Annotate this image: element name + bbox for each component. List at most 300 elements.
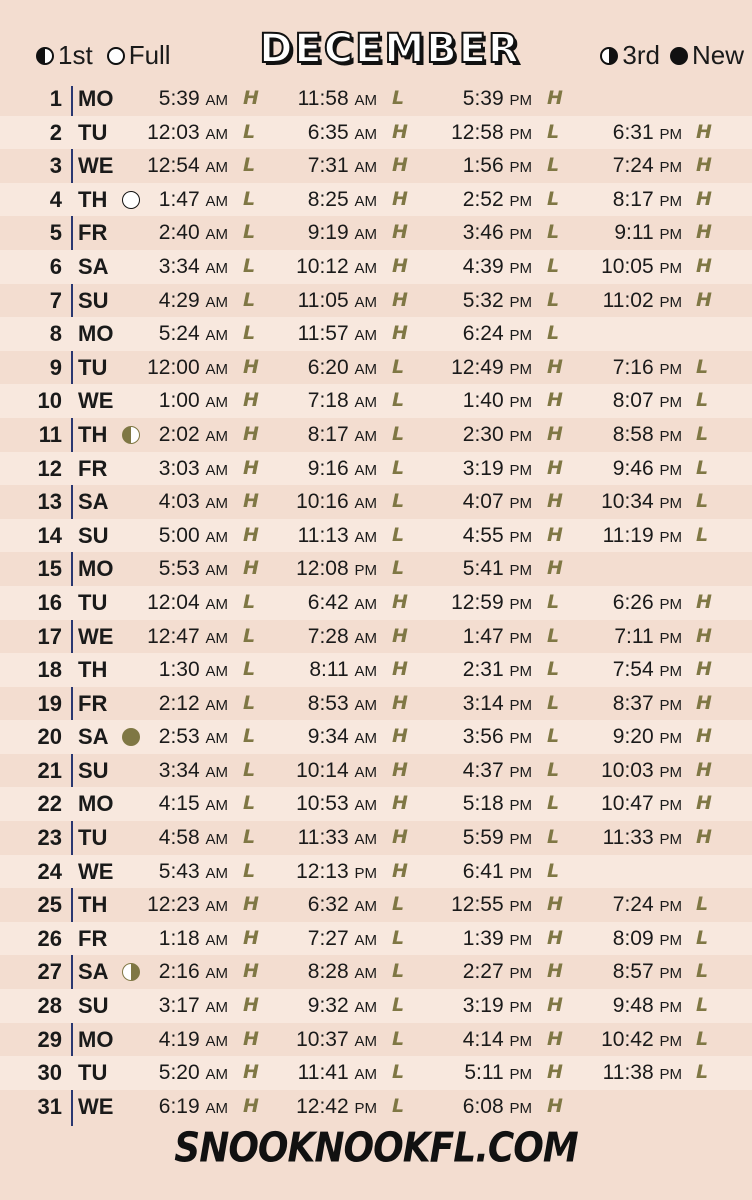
tide-type: H — [243, 1027, 259, 1050]
tide-time — [463, 855, 532, 891]
tide-time — [298, 1056, 377, 1092]
tide-time-meridiem: PM — [659, 293, 682, 311]
tide-time-value: 11:33 — [602, 826, 654, 850]
tide-type: L — [243, 288, 256, 311]
tide-time-value: 12:54 — [147, 154, 200, 178]
tide-time-value: 7:27 — [307, 926, 349, 950]
day-of-week: TU — [78, 589, 108, 615]
tide-type: L — [243, 725, 256, 748]
tide-time-meridiem: AM — [354, 730, 377, 748]
tide-type: L — [392, 456, 405, 479]
tide-time-value: 7:24 — [612, 154, 654, 178]
tide-type: H — [243, 490, 259, 513]
tide-time — [308, 687, 377, 723]
tide-type: H — [243, 893, 259, 916]
tide-type: L — [696, 422, 709, 445]
tide-time — [308, 922, 377, 958]
tide-time-meridiem: AM — [354, 293, 377, 311]
tide-time — [298, 82, 377, 118]
tide-time — [463, 485, 532, 521]
tide-type: L — [392, 87, 405, 109]
tide-type: L — [392, 1061, 405, 1084]
tide-time-meridiem: AM — [354, 226, 377, 244]
table-row — [0, 418, 752, 452]
day-of-week: SA — [78, 959, 109, 985]
tide-time-meridiem: AM — [205, 797, 228, 815]
tide-time — [159, 821, 228, 857]
tide-time-value: 6:42 — [307, 590, 349, 614]
tide-time-value: 5:00 — [158, 523, 200, 547]
tide-type: H — [392, 792, 408, 815]
tide-time — [451, 116, 532, 152]
tide-time-meridiem: AM — [205, 192, 228, 210]
tide-type: H — [243, 523, 259, 546]
tide-time — [463, 687, 532, 723]
tide-time-value: 10:05 — [601, 254, 654, 278]
tide-time — [298, 519, 377, 555]
tide-time-meridiem: PM — [659, 226, 682, 244]
day-number: 19 — [37, 690, 62, 716]
day-number: 1 — [49, 86, 62, 111]
tide-time-value: 2:27 — [462, 960, 504, 984]
tide-time-value: 1:56 — [462, 154, 504, 178]
tide-time-meridiem: PM — [659, 797, 682, 815]
tide-time-meridiem: AM — [205, 528, 228, 546]
tide-type: L — [547, 826, 560, 849]
tide-time-value: 1:47 — [158, 187, 200, 211]
tide-time — [159, 855, 228, 891]
day-number: 27 — [37, 959, 62, 985]
tide-time — [159, 720, 228, 756]
tide-time-meridiem: AM — [205, 259, 228, 277]
tide-time-meridiem: PM — [659, 931, 682, 949]
tide-time — [308, 452, 377, 488]
tide-time — [308, 989, 377, 1025]
table-row — [0, 82, 752, 116]
tide-time-meridiem: AM — [205, 629, 228, 647]
tide-type: L — [696, 355, 709, 378]
tide-time-meridiem: PM — [509, 629, 532, 647]
tide-time — [298, 284, 377, 320]
tide-time — [463, 754, 532, 790]
tide-type: H — [696, 221, 712, 244]
table-row — [0, 1023, 752, 1057]
third-quarter-moon-icon — [600, 47, 618, 65]
tide-time-meridiem: AM — [205, 159, 228, 177]
tide-time-value: 11:33 — [297, 826, 349, 850]
tide-time-meridiem: PM — [659, 629, 682, 647]
tide-time-value: 12:23 — [147, 893, 200, 917]
tide-time — [463, 384, 532, 420]
tide-time-meridiem: AM — [205, 92, 228, 109]
tide-time-value: 3:19 — [462, 456, 504, 480]
tide-time-value: 4:14 — [462, 1027, 504, 1051]
tide-time-meridiem: AM — [205, 125, 228, 143]
tide-type: L — [392, 1027, 405, 1050]
tide-type: L — [243, 590, 256, 613]
tide-type: H — [696, 691, 712, 714]
tide-time-value: 8:07 — [612, 389, 654, 413]
table-row — [0, 922, 752, 956]
tide-type: H — [392, 590, 408, 613]
table-row — [0, 955, 752, 989]
tide-time-value: 12:49 — [451, 355, 504, 379]
tide-time-meridiem: PM — [509, 360, 532, 378]
tide-time-value: 9:32 — [307, 994, 349, 1018]
tide-time-meridiem: AM — [205, 394, 228, 412]
tide-table — [0, 82, 752, 1123]
tide-time-value: 4:29 — [158, 288, 200, 312]
new-moon-icon — [122, 728, 140, 746]
tide-time-meridiem: PM — [509, 730, 532, 748]
tide-time — [463, 1023, 532, 1059]
tide-type: H — [547, 960, 563, 983]
tide-time — [159, 82, 228, 118]
tide-time-meridiem: PM — [509, 831, 532, 849]
legend-label: 3rd — [622, 40, 660, 70]
tide-time-meridiem: AM — [205, 1099, 228, 1117]
table-row — [0, 284, 752, 318]
tide-time — [159, 552, 228, 588]
day-of-week: FR — [78, 220, 108, 246]
tide-time-value: 1:39 — [462, 926, 504, 950]
tide-time-meridiem: PM — [509, 226, 532, 244]
tide-time-value: 12:03 — [147, 120, 200, 144]
full-moon-icon — [107, 47, 125, 65]
tide-time-meridiem: AM — [354, 461, 377, 479]
tide-time — [309, 653, 377, 689]
moon-phase — [122, 963, 140, 981]
tide-time — [159, 485, 228, 521]
tide-time-value: 10:03 — [601, 758, 654, 782]
website-footer: SNOOKNOOKFL.COM — [174, 1124, 578, 1173]
day-of-week: SA — [78, 724, 109, 750]
tide-time-value: 10:37 — [296, 1027, 349, 1051]
tide-time — [159, 787, 228, 823]
tide-time — [463, 149, 532, 185]
day-of-week: TU — [78, 825, 108, 851]
tide-time — [159, 1056, 228, 1092]
tide-time-meridiem: AM — [205, 427, 228, 445]
legend-third-quarter — [600, 40, 660, 71]
day-number: 6 — [49, 253, 62, 279]
tide-type: H — [243, 1094, 259, 1117]
tide-time — [159, 1023, 228, 1059]
tide-type: H — [696, 658, 712, 681]
tide-time-meridiem: AM — [354, 125, 377, 143]
day-number: 25 — [37, 892, 62, 918]
tide-time-meridiem: AM — [205, 864, 228, 882]
tide-time-meridiem: PM — [509, 999, 532, 1017]
day-of-week: WE — [78, 153, 114, 179]
day-of-week: SA — [78, 253, 109, 279]
tide-time — [296, 787, 377, 823]
tide-time-meridiem: PM — [659, 763, 682, 781]
day-number: 12 — [37, 455, 62, 481]
tide-time-meridiem: AM — [354, 1066, 377, 1084]
tide-time-meridiem: AM — [205, 999, 228, 1017]
tide-time — [308, 116, 377, 152]
tide-time-meridiem: PM — [659, 360, 682, 378]
tide-time-value: 11:58 — [297, 87, 349, 110]
tide-time — [159, 183, 228, 219]
tide-type: H — [547, 456, 563, 479]
tide-time — [298, 821, 377, 857]
tide-time-value: 2:53 — [158, 725, 200, 749]
tide-time-meridiem: PM — [354, 562, 377, 580]
tide-time — [603, 1056, 682, 1092]
tide-time-value: 3:03 — [158, 456, 200, 480]
tide-time — [298, 317, 377, 353]
day-number: 4 — [49, 186, 62, 212]
tide-type: H — [696, 154, 712, 177]
tide-time-value: 12:13 — [296, 859, 349, 883]
tide-time — [463, 620, 532, 656]
tide-time-value: 3:46 — [462, 221, 504, 245]
tide-time — [296, 855, 377, 891]
tide-time-value: 8:57 — [612, 960, 654, 984]
tide-time — [463, 452, 532, 488]
tide-type: L — [547, 859, 560, 882]
tide-time-value: 5:18 — [462, 792, 504, 816]
tide-type: L — [696, 1061, 709, 1084]
tide-type: H — [243, 422, 259, 445]
tide-time-value: 1:40 — [462, 389, 504, 413]
tide-time-value: 6:32 — [307, 893, 349, 917]
table-row — [0, 552, 752, 586]
day-of-week: WE — [78, 388, 114, 414]
tide-time-meridiem: AM — [205, 1032, 228, 1050]
tide-type: L — [243, 254, 256, 277]
table-row — [0, 485, 752, 519]
tide-time-meridiem: AM — [354, 1032, 377, 1050]
tide-time — [159, 250, 228, 286]
moon-legend-left — [36, 40, 185, 71]
tide-time-value: 7:31 — [307, 154, 349, 178]
tide-time — [147, 888, 228, 924]
tide-type: H — [547, 926, 563, 949]
tide-time-value: 2:12 — [158, 691, 200, 715]
tide-type: L — [392, 523, 405, 546]
tide-time — [296, 1023, 377, 1059]
first-quarter-moon-icon — [122, 963, 140, 981]
tide-time-value: 7:18 — [307, 389, 349, 413]
tide-time-value: 10:47 — [601, 792, 654, 816]
tide-time — [147, 586, 228, 622]
tide-time — [147, 116, 228, 152]
tide-time-value: 5:24 — [158, 322, 200, 346]
tide-time-meridiem: PM — [659, 1032, 682, 1050]
tide-time-value: 11:02 — [602, 288, 654, 312]
tide-time-value: 3:34 — [158, 758, 200, 782]
tide-type: L — [243, 859, 256, 882]
tide-type: H — [392, 154, 408, 177]
tide-time-value: 11:13 — [297, 523, 349, 547]
tide-time — [603, 519, 682, 555]
tide-type: H — [392, 221, 408, 244]
tide-time-value: 9:11 — [614, 221, 654, 245]
table-row — [0, 620, 752, 654]
tide-time — [159, 384, 228, 420]
tide-type: H — [547, 557, 563, 580]
tide-time-meridiem: AM — [354, 159, 377, 177]
tide-time — [613, 351, 682, 387]
tide-time-meridiem: PM — [659, 394, 682, 412]
tide-time-meridiem: PM — [509, 92, 532, 109]
moon-phase — [122, 191, 140, 209]
tide-type: L — [243, 792, 256, 815]
tide-time-value: 12:42 — [296, 1094, 349, 1118]
tide-time-value: 4:39 — [462, 254, 504, 278]
table-row — [0, 351, 752, 385]
tide-type: H — [392, 826, 408, 849]
tide-time — [463, 720, 532, 756]
tide-type: L — [696, 456, 709, 479]
tide-time — [613, 687, 682, 723]
tide-type: H — [392, 120, 408, 143]
tide-type: H — [696, 288, 712, 311]
tide-type: L — [696, 893, 709, 916]
tide-time — [147, 620, 228, 656]
tide-time — [463, 653, 532, 689]
day-of-week: FR — [78, 690, 108, 716]
day-of-week: SU — [78, 522, 109, 548]
tide-time — [451, 888, 532, 924]
day-of-week: TU — [78, 354, 108, 380]
day-of-week: TH — [78, 657, 108, 683]
day-number: 10 — [37, 388, 62, 414]
tide-type: L — [547, 691, 560, 714]
table-row — [0, 250, 752, 284]
tide-time — [463, 418, 532, 454]
tide-type: H — [696, 725, 712, 748]
tide-time-meridiem: PM — [659, 259, 682, 277]
day-number: 23 — [37, 825, 62, 851]
day-of-week: MO — [78, 556, 114, 582]
tide-type: L — [547, 221, 560, 244]
tide-type: L — [243, 154, 256, 177]
tide-type: H — [392, 322, 408, 345]
tide-time-value: 7:54 — [612, 658, 654, 682]
table-row — [0, 452, 752, 486]
tide-time — [613, 955, 682, 991]
tide-time-value: 8:25 — [307, 187, 349, 211]
tide-time-value: 8:58 — [612, 422, 654, 446]
day-of-week: MO — [78, 321, 114, 347]
day-number: 17 — [37, 623, 62, 649]
tide-time-value: 1:00 — [158, 389, 200, 413]
tide-type: L — [547, 154, 560, 177]
page-title: DECEMBER — [259, 26, 521, 72]
tide-type: L — [696, 389, 709, 412]
tide-type: L — [696, 523, 709, 546]
table-row — [0, 821, 752, 855]
table-row — [0, 586, 752, 620]
tide-time — [159, 284, 228, 320]
moon-phase — [122, 728, 140, 746]
tide-time-value: 5:39 — [462, 87, 504, 110]
tide-time-value: 11:19 — [602, 523, 654, 547]
tide-time — [463, 787, 532, 823]
tide-time — [601, 754, 682, 790]
tide-time-value: 4:37 — [462, 758, 504, 782]
tide-time-meridiem: PM — [659, 159, 682, 177]
moon-phase — [122, 426, 140, 444]
tide-type: H — [392, 254, 408, 277]
day-of-week: MO — [78, 1026, 114, 1052]
tide-type: L — [696, 926, 709, 949]
table-row — [0, 519, 752, 553]
tide-time-meridiem: AM — [354, 528, 377, 546]
day-number: 29 — [37, 1026, 62, 1052]
tide-time-meridiem: PM — [509, 495, 532, 513]
tide-time-value: 2:16 — [158, 960, 200, 984]
tide-time-meridiem: PM — [659, 125, 682, 143]
tide-time-value: 4:58 — [158, 826, 200, 850]
header — [0, 0, 752, 84]
table-row — [0, 183, 752, 217]
table-row — [0, 317, 752, 351]
tide-time-meridiem: PM — [509, 562, 532, 580]
tide-time-meridiem: PM — [659, 730, 682, 748]
tide-type: L — [243, 658, 256, 681]
tide-time-meridiem: AM — [354, 394, 377, 412]
tide-time — [463, 82, 532, 118]
tide-time — [613, 183, 682, 219]
tide-time-meridiem: AM — [354, 360, 377, 378]
tide-time — [603, 284, 682, 320]
tide-time-value: 10:53 — [296, 792, 349, 816]
tide-time-value: 4:19 — [158, 1027, 200, 1051]
tide-type: L — [392, 994, 405, 1017]
day-number: 18 — [37, 657, 62, 683]
tide-type: L — [392, 1094, 405, 1117]
tide-time-meridiem: PM — [509, 394, 532, 412]
tide-time-meridiem: PM — [509, 461, 532, 479]
day-of-week: MO — [78, 86, 114, 111]
tide-time-meridiem: AM — [354, 965, 377, 983]
tide-time-meridiem: PM — [509, 965, 532, 983]
day-number: 2 — [49, 119, 62, 145]
tide-time — [308, 720, 377, 756]
tide-type: H — [547, 1027, 563, 1050]
tide-time — [159, 653, 228, 689]
tide-time — [296, 1090, 377, 1126]
tide-time-value: 10:14 — [296, 758, 349, 782]
tide-type: H — [243, 87, 259, 109]
tide-time-value: 3:56 — [462, 725, 504, 749]
tide-type: H — [243, 389, 259, 412]
tide-time-meridiem: PM — [509, 898, 532, 916]
tide-time-meridiem: PM — [659, 663, 682, 681]
tide-time-value: 6:24 — [462, 322, 504, 346]
tide-type: H — [243, 355, 259, 378]
tide-time — [601, 787, 682, 823]
tide-time — [463, 552, 532, 588]
tide-type: H — [547, 893, 563, 916]
tide-time-meridiem: AM — [354, 898, 377, 916]
tide-time — [159, 216, 228, 252]
tide-time-value: 9:16 — [307, 456, 349, 480]
tide-time-meridiem: AM — [354, 259, 377, 277]
tide-time-meridiem: PM — [354, 1099, 377, 1117]
tide-type: H — [696, 590, 712, 613]
tide-time — [159, 687, 228, 723]
tide-type: L — [243, 221, 256, 244]
tide-time-value: 5:59 — [462, 826, 504, 850]
tide-time — [147, 351, 228, 387]
table-row — [0, 149, 752, 183]
